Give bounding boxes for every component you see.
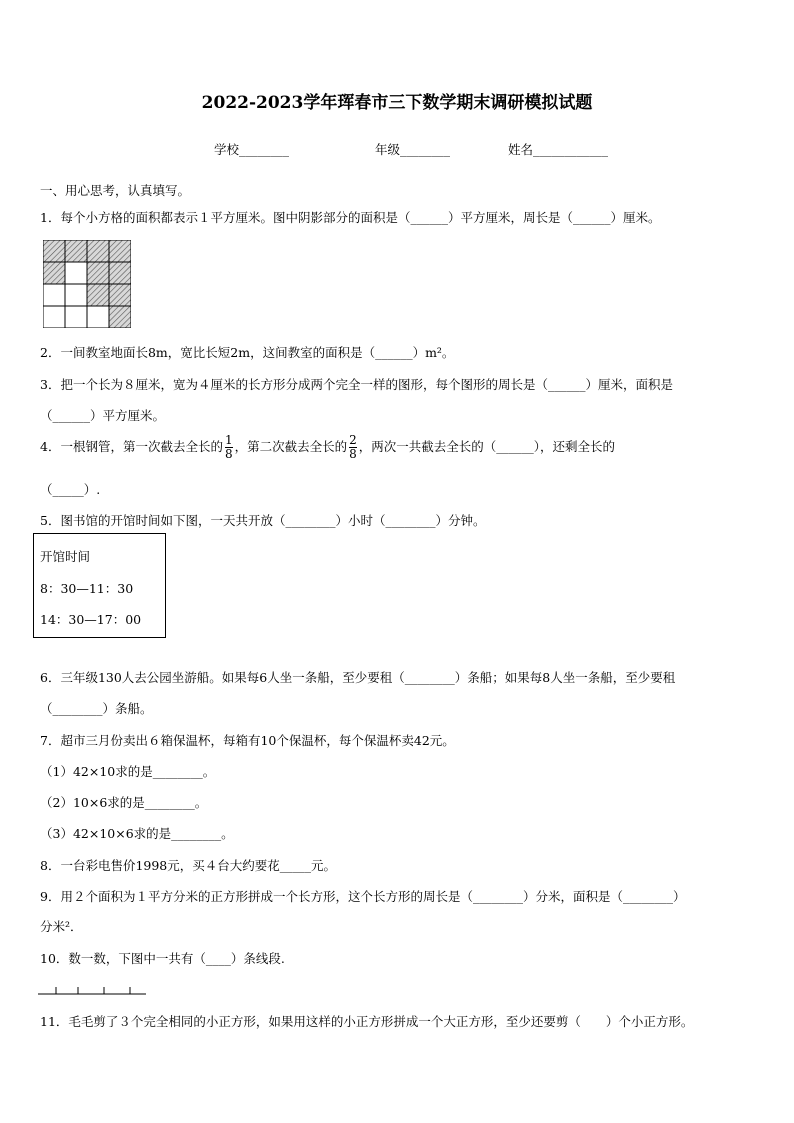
opening-slot-afternoon: 14：30—17：00	[40, 612, 142, 627]
grid-cell-blank	[65, 306, 87, 328]
question-7-sub3: （3）42×10×6求的是________。	[40, 826, 234, 841]
question-6-line1: 6．三年级130人去公园坐游船。如果每6人坐一条船，至少要租（________）条船；如果每8人坐一条船，至少要租	[40, 670, 676, 685]
opening-hours-heading: 开馆时间	[40, 549, 91, 564]
question-7: 7．超市三月份卖出６箱保温杯，每箱有10个保温杯，每个保温杯卖42元。	[40, 733, 455, 748]
grid-cell-blank	[65, 284, 87, 306]
grid-cell-shaded	[87, 262, 109, 284]
frac2-denominator: 8	[349, 447, 357, 461]
question-4	[40, 434, 615, 461]
question-10: 10．数一数，下图中一共有（____）条线段.	[40, 951, 285, 966]
question-7-sub2: （2）10×6求的是________。	[40, 795, 208, 810]
grade-field-label: 年级________	[375, 142, 451, 157]
frac1-denominator: 8	[224, 447, 233, 461]
question-5: 5．图书馆的开馆时间如下图，一天共开放（________）小时（________）分钟。	[40, 513, 486, 528]
fraction-two-eighths	[349, 434, 357, 461]
question-3-line2: （______）平方厘米。	[40, 408, 166, 423]
page-title: 2022-2023学年珲春市三下数学期末调研模拟试题	[201, 93, 593, 113]
question-9-line2: 分米²．	[40, 919, 83, 934]
question-11: 11．毛毛剪了３个完全相同的小正方形，如果用这样的小正方形拼成一个大正方形，至少还要剪（ ）个小正方形。	[40, 1014, 694, 1029]
grid-cell-blank	[43, 284, 65, 306]
name-field-label: 姓名____________	[508, 142, 609, 157]
question-6-line2: （________）条船。	[40, 701, 153, 716]
question-7-sub1: （1）42×10求的是________。	[40, 764, 216, 779]
grid-cell-shaded	[109, 262, 131, 284]
q4-text-part2: ，第二次截去全长的	[234, 439, 348, 454]
question-9-line1: 9．用２个面积为１平方分米的正方形拼成一个长方形，这个长方形的周长是（________）分米，面积是（________）	[40, 889, 686, 904]
question-2: 2．一间教室地面长8m，宽比长短2m，这间教室的面积是（______）m²。	[40, 345, 455, 360]
question-3-line1: 3．把一个长为８厘米，宽为４厘米的长方形分成两个完全一样的图形，每个图形的周长是（______）厘米，面积是	[40, 377, 673, 392]
grid-cell-shaded	[109, 306, 131, 328]
q4-text-part3: ，两次一共截去全长的（______），还剩全长的	[358, 439, 616, 454]
grid-cell-shaded	[43, 240, 65, 262]
frac1-numerator: 1	[224, 433, 233, 447]
section-heading: 一、用心思考，认真填写。	[40, 183, 191, 198]
grid-cell-shaded	[87, 284, 109, 306]
question-4-line2: （_____）.	[40, 482, 101, 497]
q4-text-part1: 4．一根钢管，第一次截去全长的	[40, 439, 223, 454]
grid-cell-shaded	[109, 240, 131, 262]
grid-cell-blank	[43, 306, 65, 328]
school-field-label: 学校________	[214, 142, 290, 157]
fraction-one-eighth	[225, 434, 233, 461]
frac2-numerator: 2	[349, 433, 357, 447]
grid-cell-blank	[65, 262, 87, 284]
question-1: 1．每个小方格的面积都表示１平方厘米。图中阴影部分的面积是（______）平方厘米，周长是（______）厘米。	[40, 210, 661, 225]
grid-cell-shaded	[109, 284, 131, 306]
line-segment-figure	[38, 985, 148, 997]
grid-cell-blank	[87, 306, 109, 328]
grid-cell-shaded	[43, 262, 65, 284]
shaded-grid-figure	[43, 240, 131, 328]
grid-cell-shaded	[87, 240, 109, 262]
opening-hours-box	[33, 533, 166, 638]
question-8: 8．一台彩电售价1998元，买４台大约要花_____元。	[40, 858, 337, 873]
grid-cell-shaded	[65, 240, 87, 262]
opening-slot-morning: 8：30—11：30	[40, 581, 134, 596]
